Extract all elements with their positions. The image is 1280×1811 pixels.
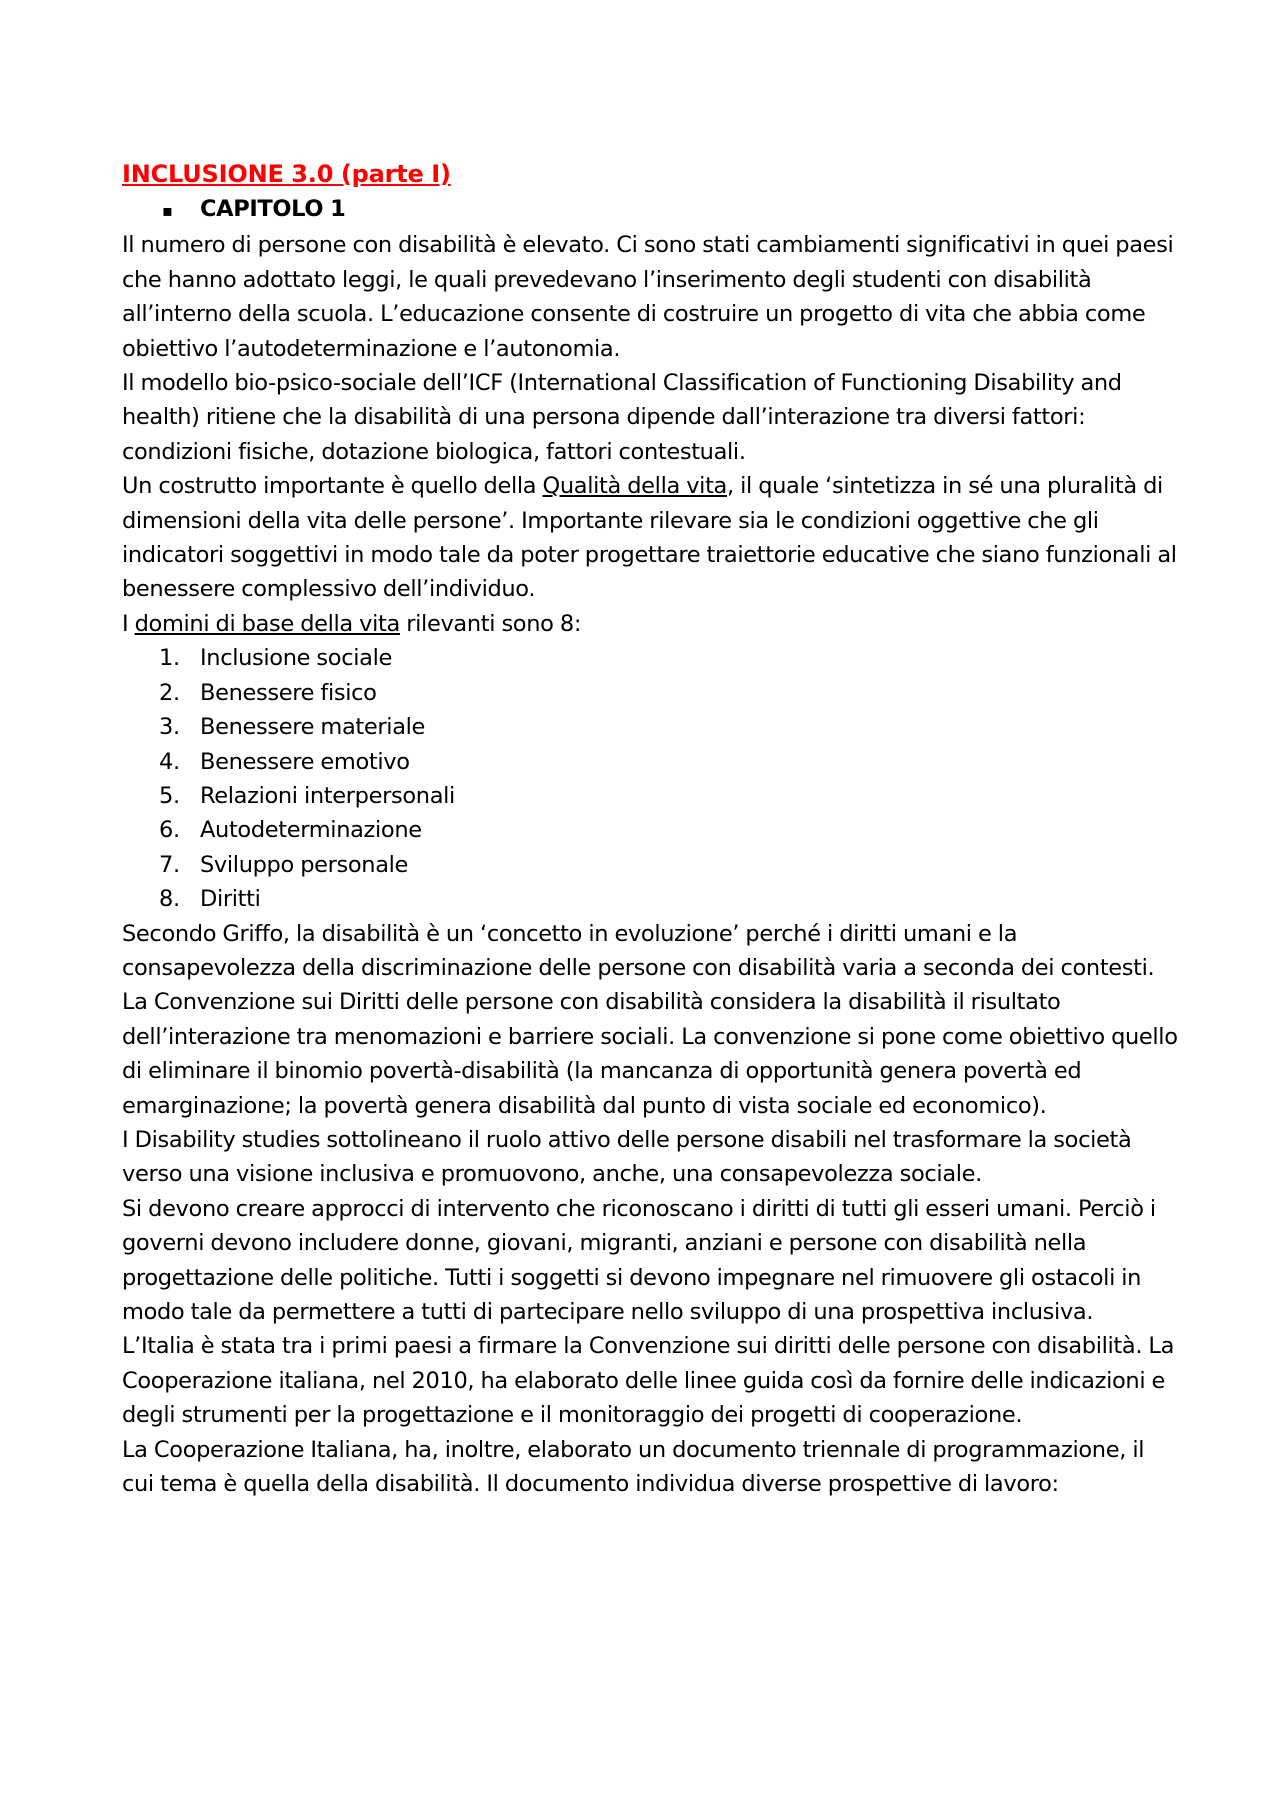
document-title: INCLUSIONE 3.0 (parte I) [122,160,451,188]
square-bullet-icon: ▪ [162,201,173,220]
paragraph-quality-of-life: Un costrutto importante è quello della Qualità della vita, il quale ‘sintetizza in sé una pluralità di dimensioni della vita delle persone’. Importante rilevare sia le condizioni oggettive che gli indicatori soggettivi in modo tale da poter progettare traiettorie educative che siano funzionali al benessere complessivo dell’individuo. [122,473,1177,603]
list-item: 1. Inclusione sociale [159,645,392,672]
paragraph-italy: L’Italia è stata tra i primi paesi a firmare la Convenzione sui diritti delle persone con disabilità. La Cooperazione italiana, nel 2010, ha elaborato delle linee guida così da fornire delle indicazioni e degli strumenti per la progettazione e il monitoraggio dei progetti di cooperazione. [122,1333,1175,1429]
underlined-term-quality-of-life: Qualità della vita [542,473,727,500]
chapter-heading [122,192,1182,228]
list-item: 3. Benessere materiale [159,714,426,741]
paragraph-cooperation: La Cooperazione Italiana, ha, inoltre, elaborato un documento triennale di programmazione, il cui tema è quella della disabilità. Il documento individua diverse prospettive di lavoro: [122,1436,1145,1498]
document-page [122,156,1182,1501]
list-item: 4. Benessere emotivo [159,748,410,775]
underlined-term-domains: domini di base della vita [134,610,400,637]
paragraph-icf: Il modello bio-psico-sociale dell’ICF (International Classification of Functioning Disability and health) ritiene che la disabilità di una persona dipende dall’interazione tra diversi fattori: condizioni fisiche, dotazione biologica, fattori contestuali. [122,370,1122,465]
list-item: 7. Sviluppo personale [159,851,409,878]
paragraph-griffo: Secondo Griffo, la disabilità è un ‘concetto in evoluzione’ perché i diritti umani e la consapevolezza della discriminazione delle persone con disabilità varia a seconda dei contesti. [122,920,1155,981]
chapter-label: CAPITOLO 1 [200,196,346,222]
list-item: 2. Benessere fisico [159,679,377,706]
paragraph-approaches: Si devono creare approcci di intervento che riconoscano i diritti di tutti gli esseri umani. Perciò i governi devono includere donne, giovani, migranti, anziani e persone con disabilità nella progettazione delle politiche. Tutti i soggetti si devono impegnare nel rimuovere gli ostacoli in modo tale da permettere a tutti di partecipare nello sviluppo di una prospettiva inclusiva. [122,1195,1156,1325]
list-item: 8. Diritti [159,886,261,913]
domains-list [122,641,1182,916]
paragraph-intro: Il numero di persone con disabilità è elevato. Ci sono stati cambiamenti significativi in quei paesi che hanno adottato leggi, le quali prevedevano l’inserimento degli studenti con disabilità all’interno della scuola. L’educazione consente di costruire un progetto di vita che abbia come obiettivo l’autodeterminazione e l’autonomia. [122,232,1174,362]
list-item: 6. Autodeterminazione [159,817,422,844]
paragraph-convention: La Convenzione sui Diritti delle persone con disabilità considera la disabilità il risultato dell’interazione tra menomazioni e barriere sociali. La convenzione si pone come obiettivo quello di eliminare il binomio povertà-disabilità (la mancanza di opportunità genera povertà ed emarginazione; la povertà genera disabilità dal punto di vista sociale ed economico). [122,989,1178,1119]
paragraph-domains-intro: I domini di base della vita rilevanti sono 8: [122,610,582,637]
list-item: 5. Relazioni interpersonali [159,782,455,809]
paragraph-disability-studies: I Disability studies sottolineano il ruolo attivo delle persone disabili nel trasformare la società verso una visione inclusiva e promuovono, anche, una consapevolezza sociale. [122,1126,1132,1188]
